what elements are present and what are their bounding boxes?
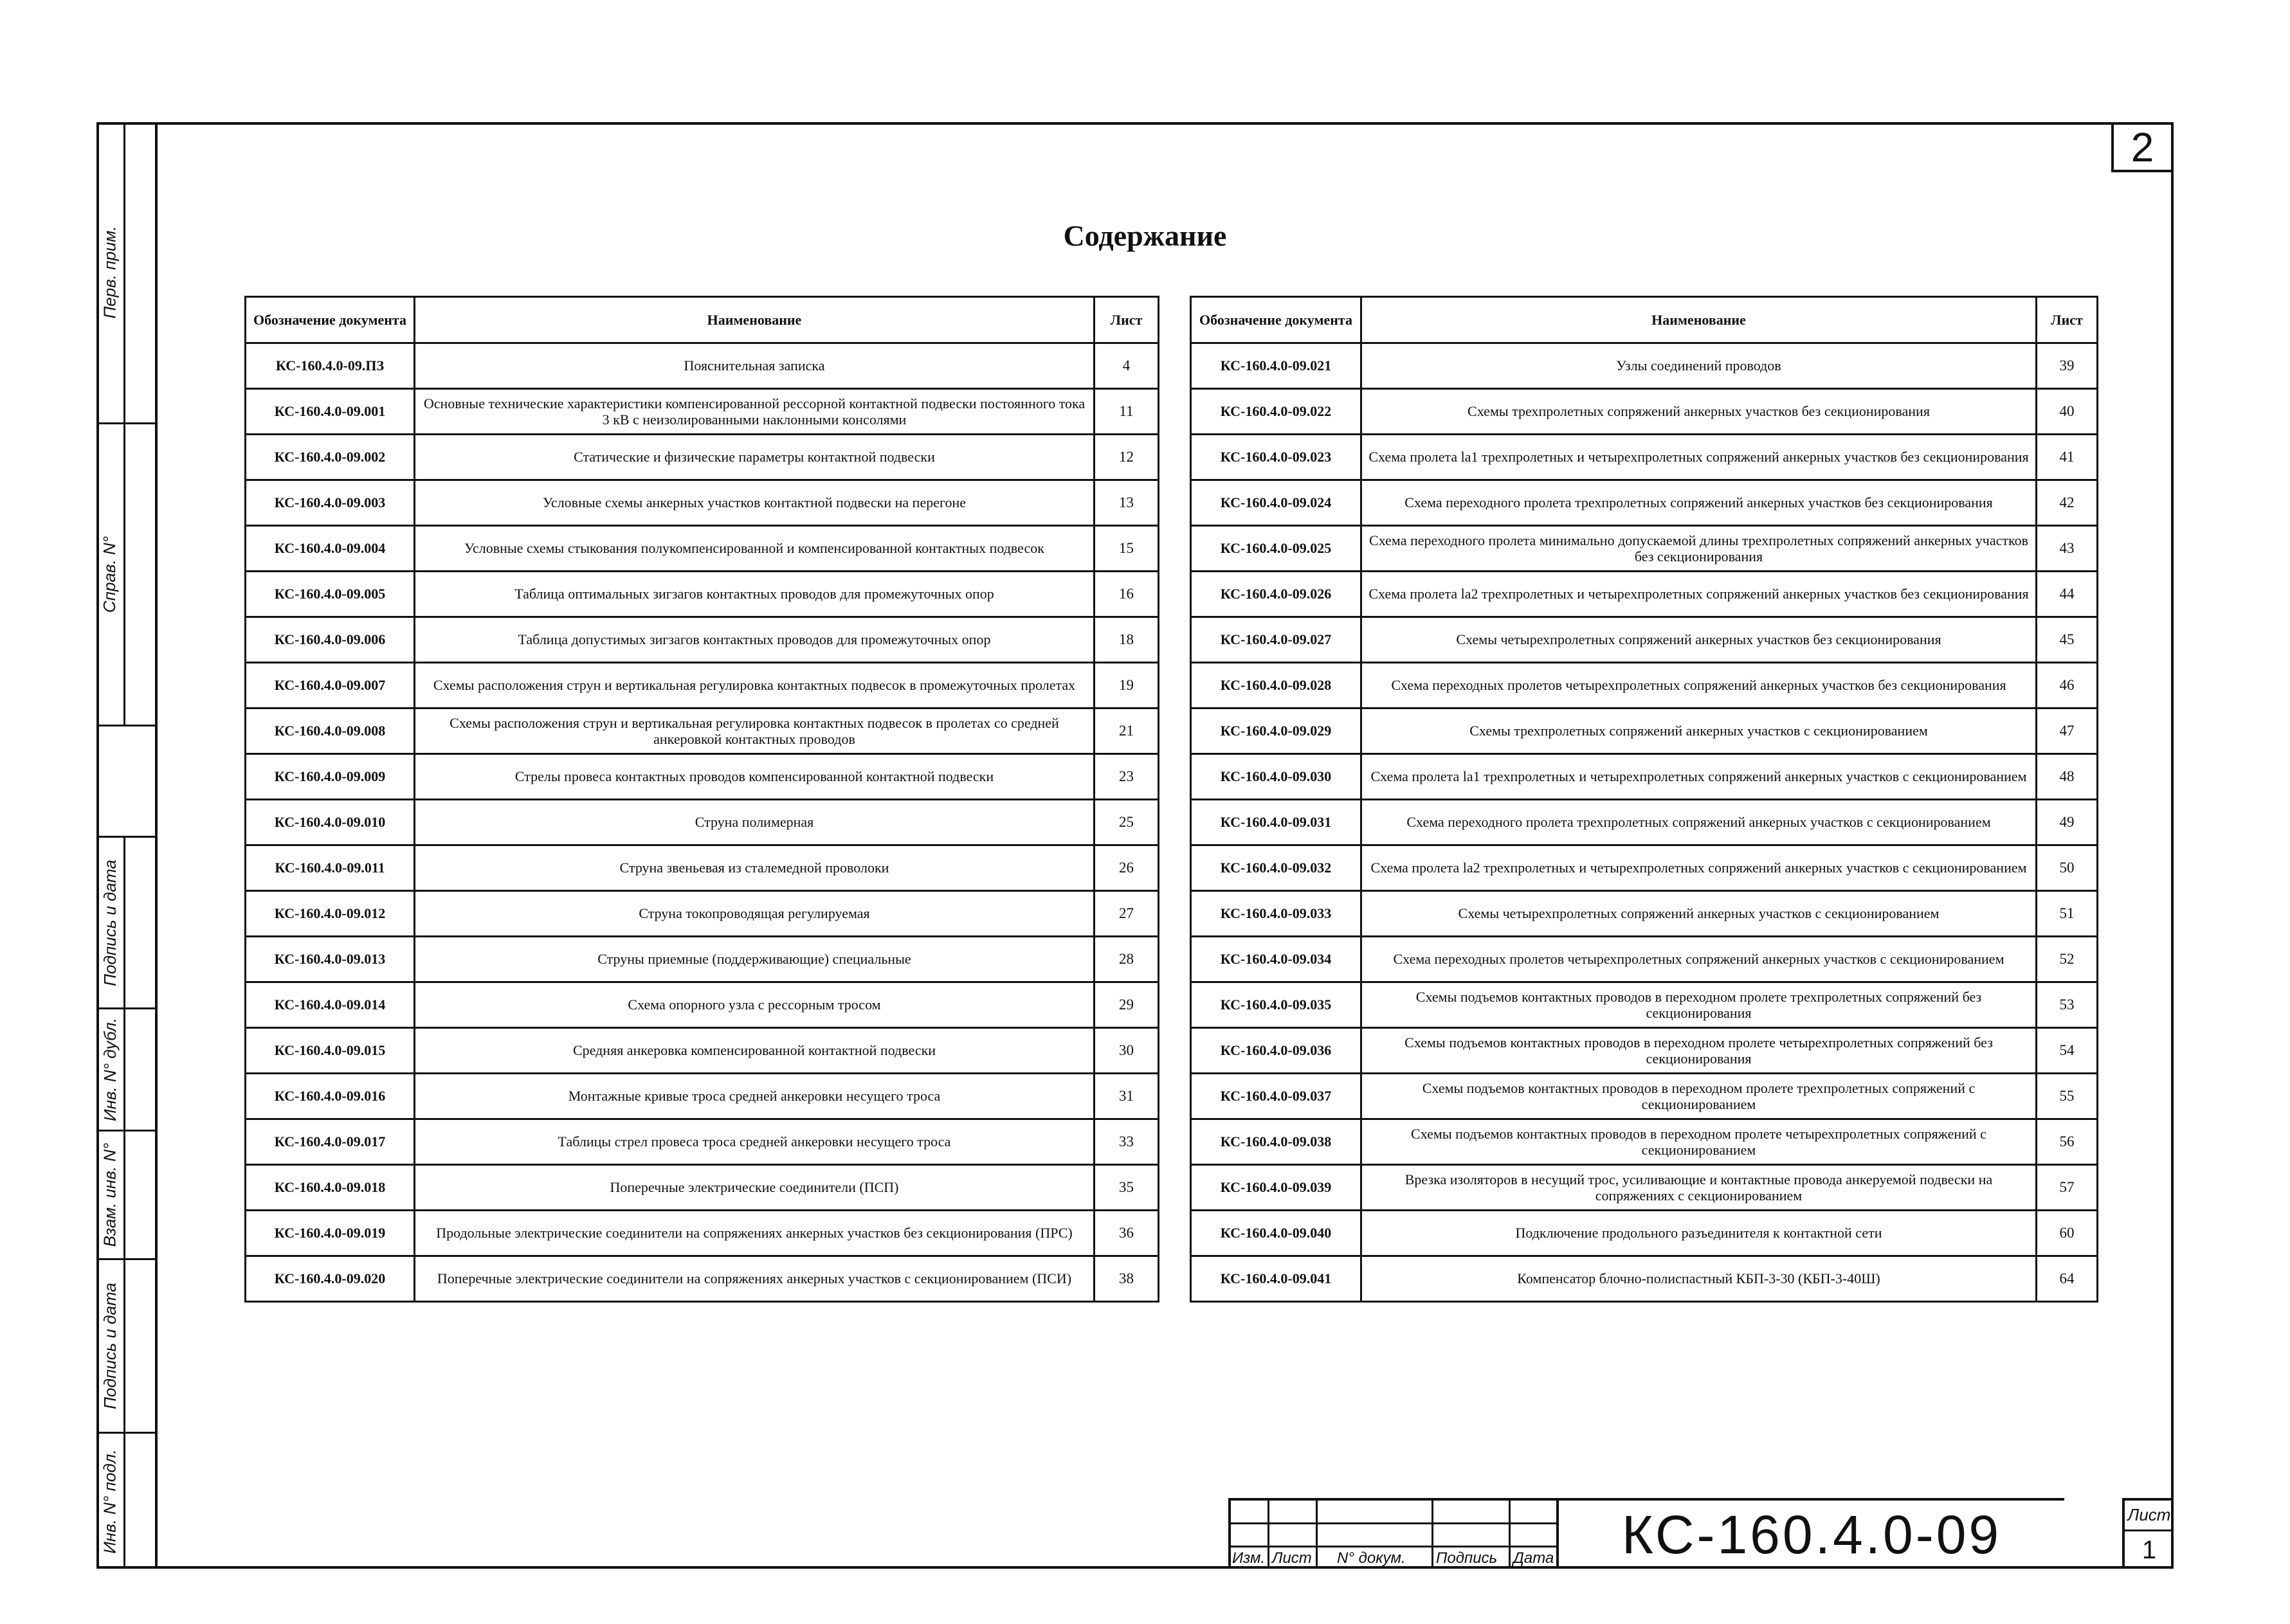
doc-name-cell: Струна полимерная — [415, 800, 1095, 845]
doc-code-cell: КС-160.4.0-09.008 — [246, 708, 415, 754]
doc-name-cell: Схемы подъемов контактных проводов в переходном пролете четырехпролетных сопряжений без секционирования — [1361, 1028, 2037, 1074]
sheet-number-cell: 53 — [2037, 982, 2098, 1028]
doc-name-cell: Схема пролета la1 трехпролетных и четырехпролетных сопряжений анкерных участков с секционированием — [1361, 754, 2037, 800]
sheet-number-cell: 41 — [2037, 435, 2098, 480]
table-row — [1191, 937, 2098, 982]
stamp-label-data: Дата — [1513, 1549, 1554, 1567]
doc-name-cell: Схемы четырехпролетных сопряжений анкерных участков без секционирования — [1361, 617, 2037, 663]
doc-name-cell: Схема пролета la2 трехпролетных и четырехпролетных сопряжений анкерных участков с секционированием — [1361, 845, 2037, 891]
document-code: КС-160.4.0-09 — [1556, 1498, 2064, 1569]
doc-code-cell: КС-160.4.0-09.001 — [246, 389, 415, 435]
sheet-number-cell: 4 — [1095, 343, 1159, 389]
sheet-number-cell: 26 — [1095, 845, 1159, 891]
side-cell — [96, 424, 155, 726]
doc-code-cell: КС-160.4.0-09.034 — [1191, 937, 1361, 982]
doc-name-cell: Схемы подъемов контактных проводов в переходном пролете трехпролетных сопряжений с секционированием — [1361, 1074, 2037, 1119]
doc-code-cell: КС-160.4.0-09.010 — [246, 800, 415, 845]
table-row — [246, 1074, 1159, 1119]
table-row — [246, 982, 1159, 1028]
side-strip — [96, 122, 158, 1569]
table-row — [246, 1119, 1159, 1165]
table-row — [1191, 1165, 2098, 1211]
sheet-number-cell: 36 — [1095, 1211, 1159, 1256]
doc-name-cell: Схема переходных пролетов четырехпролетных сопряжений анкерных участков без секционирования — [1361, 663, 2037, 708]
table-row — [246, 480, 1159, 526]
table-row — [246, 708, 1159, 754]
sheet-number-cell: 21 — [1095, 708, 1159, 754]
doc-name-cell: Схемы трехпролетных сопряжений анкерных участков без секционирования — [1361, 389, 2037, 435]
table-row — [1191, 480, 2098, 526]
header-name: Наименование — [1361, 297, 2037, 343]
doc-name-cell: Таблица оптимальных зигзагов контактных проводов для промежуточных опор — [415, 572, 1095, 617]
doc-code-cell: КС-160.4.0-09.012 — [246, 891, 415, 937]
doc-code-cell: КС-160.4.0-09.021 — [1191, 343, 1361, 389]
table-row — [246, 845, 1159, 891]
side-cell — [96, 1009, 155, 1132]
sheet-number-cell: 27 — [1095, 891, 1159, 937]
table-row — [1191, 800, 2098, 845]
table-row — [246, 343, 1159, 389]
stamp-label-izm: Изм. — [1232, 1549, 1266, 1567]
doc-name-cell: Таблицы стрел провеса троса средней анкеровки несущего троса — [415, 1119, 1095, 1165]
contents-table-left — [244, 296, 1159, 1303]
doc-code-cell: КС-160.4.0-09.003 — [246, 480, 415, 526]
doc-code-cell: КС-160.4.0-09.036 — [1191, 1028, 1361, 1074]
sheet-number-cell: 51 — [2037, 891, 2098, 937]
sheet-number-cell: 52 — [2037, 937, 2098, 982]
doc-name-cell: Пояснительная записка — [415, 343, 1095, 389]
title-block — [1228, 1498, 2174, 1569]
doc-name-cell: Статические и физические параметры контактной подвески — [415, 435, 1095, 480]
doc-code-cell: КС-160.4.0-09.005 — [246, 572, 415, 617]
table-row — [1191, 389, 2098, 435]
doc-code-cell: КС-160.4.0-09.022 — [1191, 389, 1361, 435]
doc-code-cell: КС-160.4.0-09.018 — [246, 1165, 415, 1211]
table-row — [1191, 435, 2098, 480]
doc-code-cell: КС-160.4.0-09.024 — [1191, 480, 1361, 526]
table-row — [1191, 1256, 2098, 1302]
side-label-sprav-no: Справ. N° — [100, 536, 120, 613]
doc-name-cell: Условные схемы стыкования полукомпенсированной и компенсированной контактных подвесок — [415, 526, 1095, 572]
sheet-number-cell: 50 — [2037, 845, 2098, 891]
sheet-number-cell: 35 — [1095, 1165, 1159, 1211]
doc-name-cell: Узлы соединений проводов — [1361, 343, 2037, 389]
doc-name-cell: Стрелы провеса контактных проводов компенсированной контактной подвески — [415, 754, 1095, 800]
doc-name-cell: Схемы расположения струн и вертикальная регулировка контактных подвесок в пролетах со средней анкеровкой контактных проводов — [415, 708, 1095, 754]
sheet-number-cell: 49 — [2037, 800, 2098, 845]
sheet-number-cell: 23 — [1095, 754, 1159, 800]
doc-code-cell: КС-160.4.0-09.033 — [1191, 891, 1361, 937]
side-cell — [96, 122, 155, 424]
side-label-vzam-inv: Взам. инв. N° — [100, 1142, 120, 1247]
doc-code-cell: КС-160.4.0-09.026 — [1191, 572, 1361, 617]
doc-name-cell: Таблица допустимых зигзагов контактных проводов для промежуточных опор — [415, 617, 1095, 663]
table-row — [1191, 663, 2098, 708]
page-title: Содержание — [1063, 219, 1227, 252]
sheet-number-cell: 57 — [2037, 1165, 2098, 1211]
sheet-number-cell: 42 — [2037, 480, 2098, 526]
table-row — [246, 800, 1159, 845]
doc-name-cell: Схемы трехпролетных сопряжений анкерных участков с секционированием — [1361, 708, 2037, 754]
doc-code-cell: КС-160.4.0-09.009 — [246, 754, 415, 800]
table-row — [1191, 1028, 2098, 1074]
sheet-number-cell: 12 — [1095, 435, 1159, 480]
doc-name-cell: Средняя анкеровка компенсированной контактной подвески — [415, 1028, 1095, 1074]
doc-name-cell: Подключение продольного разъединителя к контактной сети — [1361, 1211, 2037, 1256]
doc-name-cell: Схема переходного пролета трехпролетных сопряжений анкерных участков с секционированием — [1361, 800, 2037, 845]
doc-name-cell: Схема переходных пролетов четырехпролетных сопряжений анкерных участков с секционированием — [1361, 937, 2037, 982]
stamp-label-list: Лист — [1272, 1549, 1312, 1567]
doc-name-cell: Схемы расположения струн и вертикальная регулировка контактных подвесок в промежуточных пролетах — [415, 663, 1095, 708]
doc-code-cell: КС-160.4.0-09.035 — [1191, 982, 1361, 1028]
doc-name-cell: Условные схемы анкерных участков контактной подвески на перегоне — [415, 480, 1095, 526]
side-cell — [96, 1434, 155, 1569]
doc-name-cell: Схемы четырехпролетных сопряжений анкерных участков с секционированием — [1361, 891, 2037, 937]
sheet-number-cell: 54 — [2037, 1028, 2098, 1074]
table-row — [1191, 845, 2098, 891]
header-sheet: Лист — [1095, 297, 1159, 343]
header-sheet: Лист — [2037, 297, 2098, 343]
sheet-box — [2122, 1498, 2174, 1569]
doc-code-cell: КС-160.4.0-09.038 — [1191, 1119, 1361, 1165]
doc-code-cell: КС-160.4.0-09.027 — [1191, 617, 1361, 663]
table-row — [246, 572, 1159, 617]
doc-code-cell: КС-160.4.0-09.002 — [246, 435, 415, 480]
doc-code-cell: КС-160.4.0-09.007 — [246, 663, 415, 708]
sheet-number-cell: 29 — [1095, 982, 1159, 1028]
sheet-number-cell: 60 — [2037, 1211, 2098, 1256]
table-row — [246, 1165, 1159, 1211]
table-row — [246, 1211, 1159, 1256]
sheet-number-cell: 45 — [2037, 617, 2098, 663]
sheet-number-cell: 11 — [1095, 389, 1159, 435]
side-label-podpis-data-2: Подпись и дата — [100, 1283, 120, 1409]
table-row — [246, 1256, 1159, 1302]
sheet-number-cell: 25 — [1095, 800, 1159, 845]
sheet-number-cell: 55 — [2037, 1074, 2098, 1119]
sheet-number-cell: 47 — [2037, 708, 2098, 754]
doc-code-cell: КС-160.4.0-09.006 — [246, 617, 415, 663]
sheet-number-cell: 33 — [1095, 1119, 1159, 1165]
header-code: Обозначение документа — [1191, 297, 1361, 343]
stamp-label-podpis: Подпись — [1436, 1549, 1498, 1567]
doc-code-cell: КС-160.4.0-09.014 — [246, 982, 415, 1028]
doc-name-cell: Основные технические характеристики компенсированной рессорной контактной подвески постоянного тока 3 кВ с неизолированными наклонными консолями — [415, 389, 1095, 435]
table-row — [1191, 1119, 2098, 1165]
doc-code-cell: КС-160.4.0-09.037 — [1191, 1074, 1361, 1119]
table-row — [246, 663, 1159, 708]
table-row — [246, 389, 1159, 435]
revision-grid — [1228, 1498, 1556, 1569]
sheet-number-cell: 46 — [2037, 663, 2098, 708]
table-row — [1191, 343, 2098, 389]
sheet-number-cell: 15 — [1095, 526, 1159, 572]
table-row — [1191, 754, 2098, 800]
table-row — [1191, 617, 2098, 663]
sheet-number-cell: 44 — [2037, 572, 2098, 617]
side-cell — [96, 1260, 155, 1434]
doc-name-cell: Схема переходного пролета трехпролетных сопряжений анкерных участков без секционирования — [1361, 480, 2037, 526]
sheet-number-cell: 28 — [1095, 937, 1159, 982]
doc-name-cell: Поперечные электрические соединители на сопряжениях анкерных участков с секционированием (ПСИ) — [415, 1256, 1095, 1302]
sheet-number-cell: 40 — [2037, 389, 2098, 435]
sheet-number-cell: 48 — [2037, 754, 2098, 800]
table-row — [246, 937, 1159, 982]
side-cell — [96, 1132, 155, 1260]
doc-name-cell: Врезка изоляторов в несущий трос, усиливающие и контактные провода анкеруемой подвески на сопряжениях с секционированием — [1361, 1165, 2037, 1211]
doc-code-cell: КС-160.4.0-09.017 — [246, 1119, 415, 1165]
sheet-number-cell: 38 — [1095, 1256, 1159, 1302]
sheet-number-cell: 30 — [1095, 1028, 1159, 1074]
table-row — [246, 1028, 1159, 1074]
doc-name-cell: Схемы подъемов контактных проводов в переходном пролете трехпролетных сопряжений без секционирования — [1361, 982, 2037, 1028]
doc-code-cell: КС-160.4.0-09.040 — [1191, 1211, 1361, 1256]
doc-code-cell: КС-160.4.0-09.019 — [246, 1211, 415, 1256]
doc-name-cell: Схемы подъемов контактных проводов в переходном пролете четырехпролетных сопряжений с секционированием — [1361, 1119, 2037, 1165]
sheet-number-cell: 39 — [2037, 343, 2098, 389]
page-number: 2 — [2111, 122, 2174, 172]
doc-code-cell: КС-160.4.0-09.004 — [246, 526, 415, 572]
doc-name-cell: Монтажные кривые троса средней анкеровки несущего троса — [415, 1074, 1095, 1119]
side-label-inv-podl: Инв. N° подл. — [100, 1448, 120, 1554]
side-label-inv-dubl: Инв. N° дубл. — [100, 1018, 120, 1121]
header-code: Обозначение документа — [246, 297, 415, 343]
doc-code-cell: КС-160.4.0-09.016 — [246, 1074, 415, 1119]
doc-code-cell: КС-160.4.0-09.025 — [1191, 526, 1361, 572]
doc-code-cell: КС-160.4.0-09.031 — [1191, 800, 1361, 845]
table-row — [246, 435, 1159, 480]
sheet-number-cell: 18 — [1095, 617, 1159, 663]
table-row — [246, 617, 1159, 663]
stamp-label-n-dokum: N° докум. — [1337, 1549, 1406, 1567]
table-row — [1191, 1074, 2098, 1119]
sheet-number-cell: 43 — [2037, 526, 2098, 572]
table-row — [1191, 982, 2098, 1028]
doc-code-cell: КС-160.4.0-09.030 — [1191, 754, 1361, 800]
table-row — [246, 754, 1159, 800]
doc-code-cell: КС-160.4.0-09.039 — [1191, 1165, 1361, 1211]
sheet-number: 1 — [2141, 1535, 2157, 1564]
contents-table-right — [1190, 296, 2098, 1303]
table-row — [246, 526, 1159, 572]
doc-code-cell: КС-160.4.0-09.032 — [1191, 845, 1361, 891]
doc-name-cell: Поперечные электрические соединители (ПСП) — [415, 1165, 1095, 1211]
doc-name-cell: Схема переходного пролета минимально допускаемой длины трехпролетных сопряжений анкерных участков без секционирования — [1361, 526, 2037, 572]
doc-code-cell: КС-160.4.0-09.028 — [1191, 663, 1361, 708]
doc-name-cell: Продольные электрические соединители на сопряжениях анкерных участков без секционирования (ПРС) — [415, 1211, 1095, 1256]
doc-name-cell: Струна звеньевая из сталемедной проволоки — [415, 845, 1095, 891]
doc-code-cell: КС-160.4.0-09.020 — [246, 1256, 415, 1302]
table-row — [1191, 1211, 2098, 1256]
doc-name-cell: Схема пролета la2 трехпролетных и четырехпролетных сопряжений анкерных участков без секционирования — [1361, 572, 2037, 617]
sheet-number-cell: 19 — [1095, 663, 1159, 708]
doc-code-cell: КС-160.4.0-09.ПЗ — [246, 343, 415, 389]
sheet-number-cell: 31 — [1095, 1074, 1159, 1119]
table-row — [246, 891, 1159, 937]
table-row — [1191, 526, 2098, 572]
doc-code-cell: КС-160.4.0-09.015 — [246, 1028, 415, 1074]
doc-name-cell: Схема пролета la1 трехпролетных и четырехпролетных сопряжений анкерных участков без секционирования — [1361, 435, 2037, 480]
sheet-number-cell: 64 — [2037, 1256, 2098, 1302]
sheet-label: Лист — [2125, 1501, 2174, 1531]
header-name: Наименование — [415, 297, 1095, 343]
sheet-number-cell: 56 — [2037, 1119, 2098, 1165]
side-label-podpis-data: Подпись и дата — [100, 859, 120, 986]
side-label-perv-prim: Перв. прим. — [100, 226, 120, 319]
table-row — [1191, 572, 2098, 617]
table-row — [1191, 708, 2098, 754]
doc-name-cell: Компенсатор блочно-полиспастный КБП-3-30 (КБП-3-40Ш) — [1361, 1256, 2037, 1302]
doc-name-cell: Струна токопроводящая регулируемая — [415, 891, 1095, 937]
sheet-number-cell: 16 — [1095, 572, 1159, 617]
doc-code-cell: КС-160.4.0-09.029 — [1191, 708, 1361, 754]
table-row — [1191, 891, 2098, 937]
side-cell — [96, 836, 155, 1009]
doc-name-cell: Схема опорного узла с рессорным тросом — [415, 982, 1095, 1028]
sheet-number-cell: 13 — [1095, 480, 1159, 526]
doc-code-cell: КС-160.4.0-09.023 — [1191, 435, 1361, 480]
doc-name-cell: Струны приемные (поддерживающие) специальные — [415, 937, 1095, 982]
doc-code-cell: КС-160.4.0-09.013 — [246, 937, 415, 982]
doc-code-cell: КС-160.4.0-09.041 — [1191, 1256, 1361, 1302]
doc-code-cell: КС-160.4.0-09.011 — [246, 845, 415, 891]
